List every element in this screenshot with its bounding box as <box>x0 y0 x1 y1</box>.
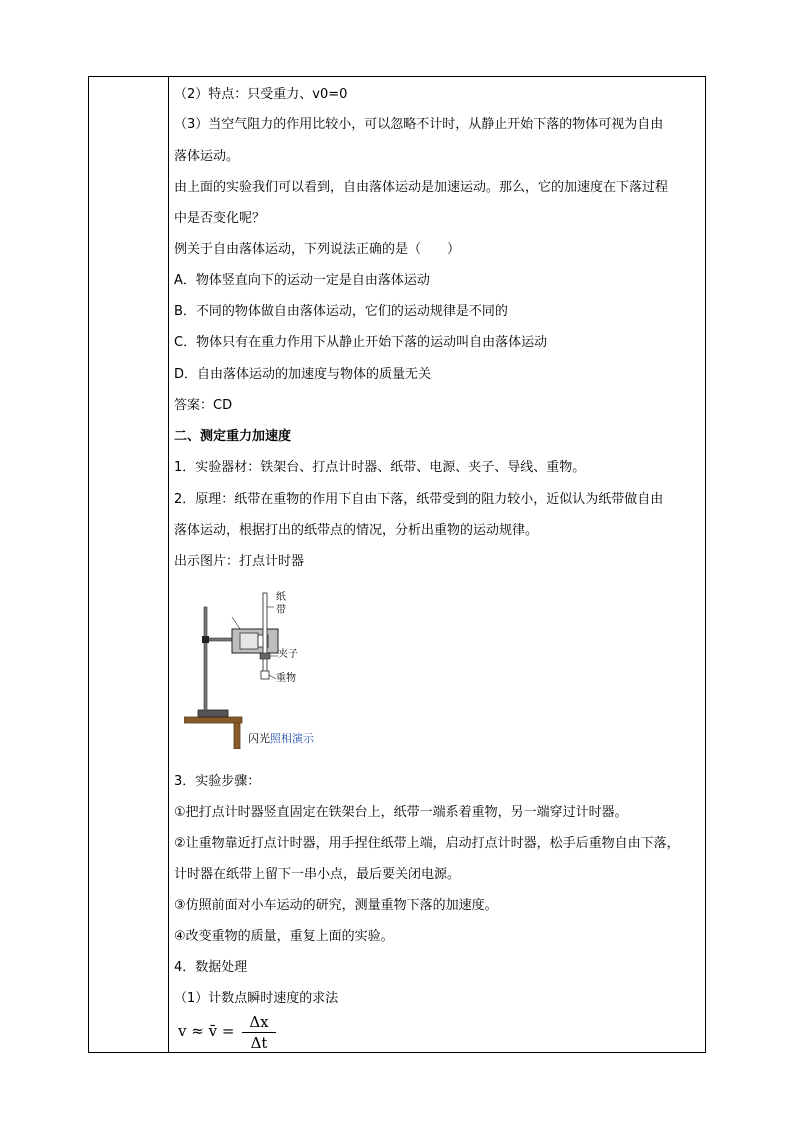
principle-line-1: 2．原理：纸带在重物的作用下自由下落，纸带受到的阻力较小，近似认为纸带做自由 <box>174 492 664 507</box>
weight-label: 重物 <box>276 673 296 684</box>
velocity-formula <box>178 1013 318 1053</box>
data-processing-heading: 4．数据处理 <box>174 960 248 975</box>
step-2-line-2: 计时器在纸带上留下一串小点，最后要关闭电源。 <box>174 867 461 882</box>
step-2-line-1: ②让重物靠近打点计时器，用手捏住纸带上端，启动打点计时器，松手后重物自由下落， <box>174 836 680 851</box>
text-line-3: 落体运动。 <box>174 149 240 164</box>
formula-numerator: Δx <box>249 1013 269 1031</box>
section-heading: 二、测定重力加速度 <box>174 429 292 444</box>
caption-prefix: 闪光 <box>248 732 270 745</box>
clip-label: 夹子 <box>278 649 298 660</box>
show-picture-line: 出示图片：打点计时器 <box>174 554 305 569</box>
column-divider <box>168 77 169 1052</box>
step-3: ③仿照前面对小车运动的研究，测量重物下落的加速度。 <box>174 898 498 913</box>
text-line-1: （2）特点：只受重力、v0=0 <box>174 87 348 102</box>
equipment-line: 1．实验器材：铁架台、打点计时器、纸带、电源、夹子、导线、重物。 <box>174 460 586 475</box>
text-line-4: 由上面的实验我们可以看到，自由落体运动是加速运动。那么，它的加速度在下落过程 <box>174 180 669 195</box>
formula-fraction <box>242 1013 276 1052</box>
text-line-5: 中是否变化呢？ <box>174 211 266 226</box>
step-4: ④改变重物的质量，重复上面的实验。 <box>174 929 394 944</box>
formula-lhs: v ≈ v̄ = <box>178 1022 235 1040</box>
answer: 答案：CD <box>174 398 233 413</box>
steps-heading: 3．实验步骤： <box>174 774 261 789</box>
lesson-table <box>88 76 706 1053</box>
formula-denominator: Δt <box>250 1034 268 1052</box>
option-c: C．物体只有在重力作用下从静止开始下落的运动叫自由落体运动 <box>174 335 548 350</box>
step-1: ①把打点计时器竖直固定在铁架台上，纸带一端系着重物，另一端穿过计时器。 <box>174 805 628 820</box>
question-stem: 例关于自由落体运动，下列说法正确的是（ ） <box>174 242 461 257</box>
option-d: D．自由落体运动的加速度与物体的质量无关 <box>174 367 432 382</box>
option-a: A．物体竖直向下的运动一定是自由落体运动 <box>174 273 430 288</box>
principle-line-2: 落体运动，根据打出的纸带点的情况，分析出重物的运动规律。 <box>174 523 539 538</box>
flash-photo-demo-link[interactable]: 照相演示 <box>270 732 314 745</box>
option-b: B．不同的物体做自由落体运动，它们的运动规律是不同的 <box>174 304 508 319</box>
timer-apparatus-figure <box>184 589 334 749</box>
figure-caption <box>248 733 314 745</box>
apparatus-drawing <box>184 589 334 749</box>
paper-tape-label: 纸 带 <box>276 592 286 616</box>
fraction-bar <box>242 1032 276 1033</box>
text-line-2: （3）当空气阻力的作用比较小，可以忽略不计时，从静止开始下落的物体可视为自由 <box>174 117 664 132</box>
instant-velocity-heading: （1）计数点瞬时速度的求法 <box>174 991 339 1006</box>
